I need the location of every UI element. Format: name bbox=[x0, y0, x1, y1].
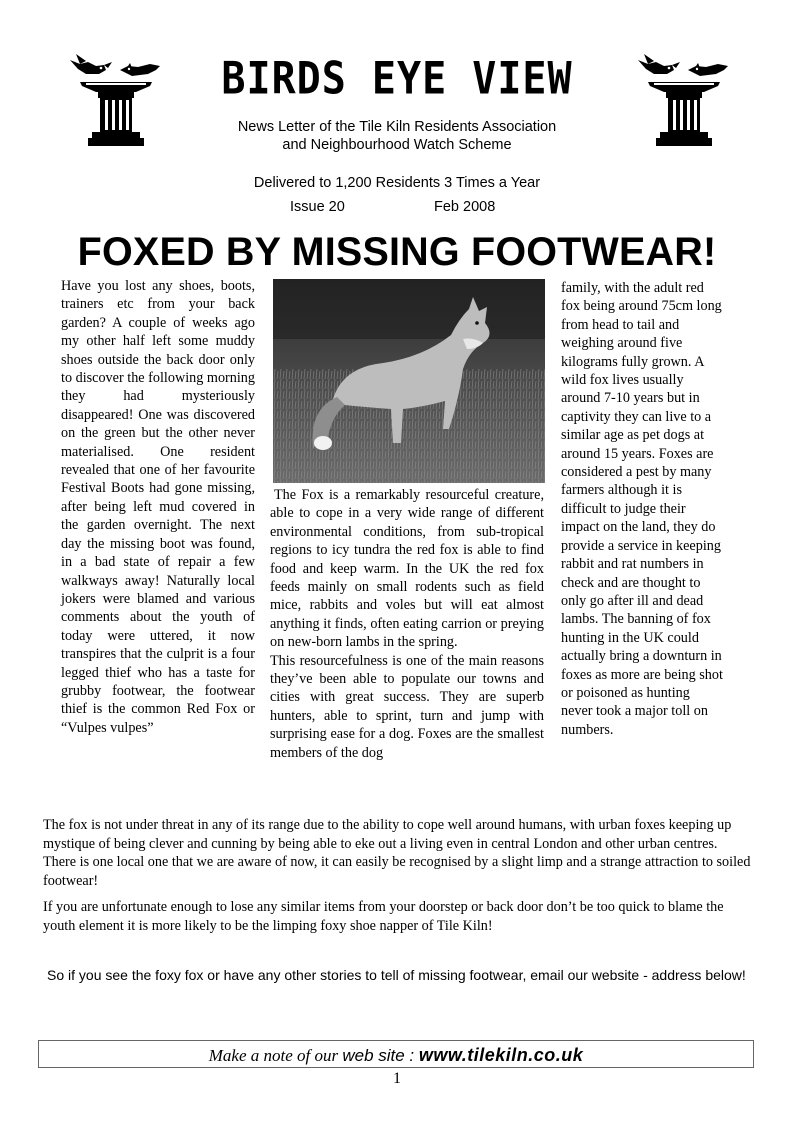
page-number: 1 bbox=[393, 1070, 401, 1087]
right-column-text: family, with the adult red fox being around 75cm long from head to tail and weighing around five kilograms fully grown. A wild fox lives usually around 7-10 years but in captivity they can live to a similar age as pet dogs at around 15 years. Foxes are considered a pest by many farmers although it is difficult to judge their impact on the land, they do provide a service in keeping rabbit and rat numbers in check and are thought to only go after ill and dead lambs. The banning of fox hunting in the UK could actually bring a downturn in foxes as more are being shot or poisoned as hunting never took a major toll on numbers. bbox=[561, 280, 723, 738]
red-fox-photo bbox=[273, 279, 545, 483]
subtitle-line-2: and Neighbourhood Watch Scheme bbox=[282, 137, 512, 153]
website-note-box bbox=[38, 1040, 754, 1068]
website-note-label: web site : bbox=[342, 1046, 419, 1065]
issue-number: Issue 20 bbox=[290, 199, 345, 215]
newsletter-title: BIRDS EYE VIEW bbox=[221, 53, 573, 105]
birdbath-with-birds-icon bbox=[66, 52, 166, 148]
subtitle-line-1: News Letter of the Tile Kiln Residents Association bbox=[237, 119, 557, 135]
left-column-text: Have you lost any shoes, boots, trainers etc from your back garden? A couple of weeks ago my other half left some muddy shoes outside the back door only to discover the following morning they had mysteriously disappeared! One was discovered on the green but the other never materialised. One resident revealed that one of her favourite Festival Boots had gone missing, after being left mud covered in the garden overnight. The next day the missing boot was found, in a bad state of repair a few walkways away! Naturally local jokers were blamed and various comments about the youth of today were uttered, it now transpires that the culprit is a four legged thief who has a taste for grubby footwear, the footwear thief is the common Red Fox or “Vulpes vulpes” bbox=[61, 278, 255, 736]
article-headline: FOXED BY MISSING FOOTWEAR! bbox=[77, 230, 717, 274]
website-note-text: Make a note of our bbox=[208, 1046, 343, 1065]
birdbath-with-birds-icon bbox=[634, 52, 734, 148]
article-right-column bbox=[561, 279, 723, 739]
delivery-info: Delivered to 1,200 Residents 3 Times a Year bbox=[253, 175, 541, 191]
full-width-paragraph-1 bbox=[43, 816, 751, 890]
closing-paragraph: So if you see the foxy fox or have any other stories to tell of missing footwear, email our website - address below! bbox=[47, 967, 746, 983]
article-left-column bbox=[61, 277, 255, 737]
article-middle-column bbox=[270, 486, 544, 762]
middle-paragraph-1: The Fox is a remarkably resourceful creature, able to cope in a very wide range of different environmental conditions, from sub-tropical regions to icy tundra the red fox is able to find food and keep warm. In the UK the red fox feeds mainly on small rodents such as field mice, rabbits and voles but will eat almost anything it finds, often eating carrion or preying on new-born lambs in the spring. bbox=[270, 487, 544, 651]
lost-items-paragraph: If you are unfortunate enough to lose any similar items from your doorstep or back door don’t be too quick to blame the youth element it is more likely to be the limping foxy shoe napper of Tile Kiln! bbox=[43, 899, 724, 934]
website-url-link[interactable]: www.tilekiln.co.uk bbox=[418, 1045, 584, 1065]
issue-date: Feb 2008 bbox=[434, 199, 496, 215]
full-width-paragraph-2 bbox=[43, 898, 751, 935]
middle-paragraph-2: This resourcefulness is one of the main reasons they’ve been able to populate our towns and cities with great success. They are superb hunters, able to sprint, turn and jump with surprising ease for a dog. Foxes are the smallest members of the dog bbox=[270, 652, 544, 761]
fox-threat-paragraph: The fox is not under threat in any of its range due to the ability to cope well around humans, with urban foxes keeping up mystique of being clever and cunning by being able to eke out a living even in central London and other urban centres. There is one local one that we are aware of now, it can easily be recognised by a slight limp and a strange attraction to soiled footwear! bbox=[43, 817, 751, 889]
